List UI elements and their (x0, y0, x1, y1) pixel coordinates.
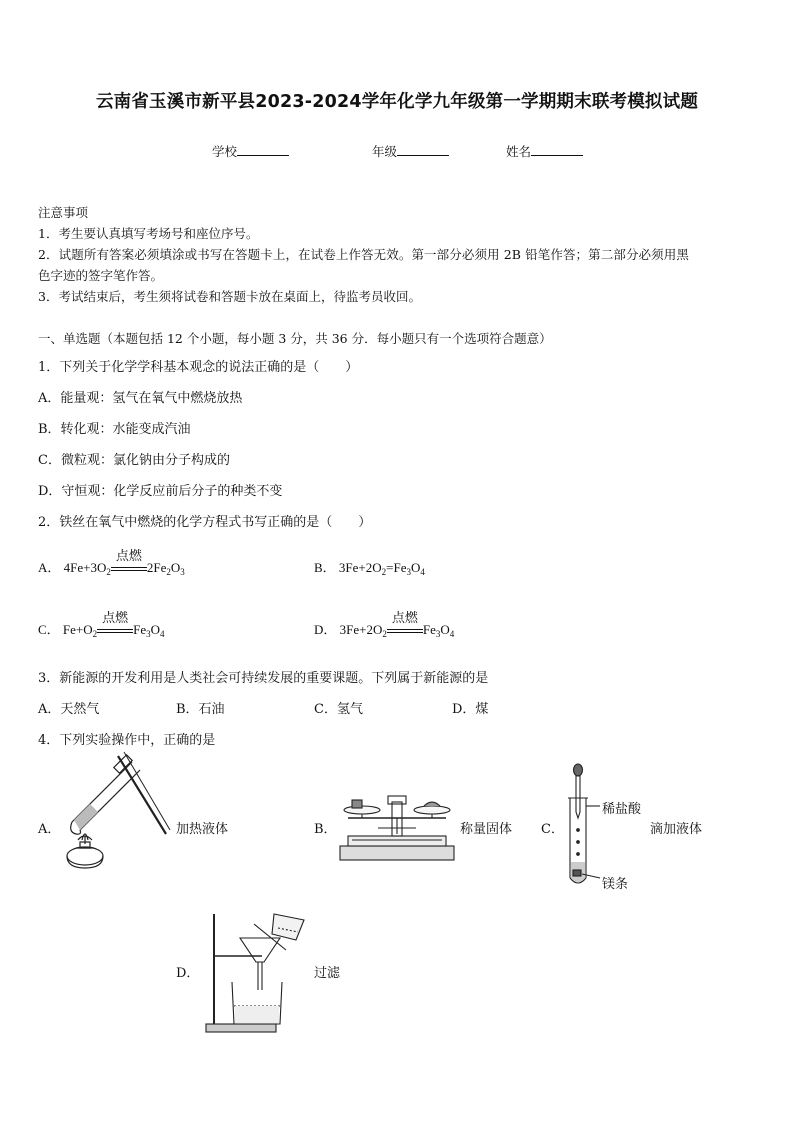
page-title: 云南省玉溪市新平县2023-2024学年化学九年级第一学期期末联考模拟试题 (95, 92, 699, 112)
dropper-figure (566, 762, 602, 890)
q4-option-b-label[interactable]: B． (314, 822, 337, 837)
q4-option-d-caption: 过滤 (314, 966, 341, 981)
grade-field (372, 142, 449, 160)
q3-option-d[interactable]: D．煤 (452, 702, 489, 717)
reaction-condition-arrow: 点燃 (97, 622, 133, 638)
q3-stem: 3．新能源的开发利用是人类社会可持续发展的重要课题。下列属于新能源的是 (38, 671, 489, 686)
grade-blank[interactable] (397, 143, 449, 156)
q1-option-d[interactable]: D．守恒观：化学反应前后分子的种类不变 (38, 484, 283, 499)
q2-option-b[interactable]: B． $3Fe+2O_2=Fe_3O_4$ (314, 560, 425, 577)
q1-option-c[interactable]: C．微粒观：氯化钠由分子构成的 (38, 453, 230, 468)
q1-stem: 1．下列关于化学学科基本观念的说法正确的是（ ） (38, 360, 359, 375)
q1-option-a[interactable]: A．能量观：氢气在氧气中燃烧放热 (38, 391, 243, 406)
q2-option-a[interactable]: A． $4Fe+3O_2$ 点燃 $2Fe_2O_3$ (38, 549, 185, 577)
q4-stem: 4．下列实验操作中，正确的是 (38, 733, 216, 748)
note-item: 色字迹的签字笔作答。 (38, 268, 164, 283)
q3-option-a[interactable]: A．天然气 (38, 702, 100, 717)
name-field (506, 142, 583, 160)
name-label: 姓名 (506, 144, 532, 159)
q2-option-d[interactable]: D． $3Fe+2O_2$ 点燃 $Fe_3O_4$ (314, 611, 455, 639)
q3-option-b[interactable]: B．石油 (176, 702, 225, 717)
filtration-figure (204, 910, 308, 1034)
note-item: 2．试题所有答案必须填涂或书写在答题卡上，在试卷上作答无效。第一部分必须用 2B 铅笔作答；第二部分必须用黑 (38, 247, 689, 262)
note-item: 3．考试结束后，考生须将试卷和答题卡放在桌面上，待监考员收回。 (38, 289, 421, 304)
notes-heading: 注意事项 (38, 205, 89, 220)
section-heading: 一、单选题（本题包括 12 个小题，每小题 3 分，共 36 分．每小题只有一个选项符合题意） (38, 331, 552, 346)
note-item: 1．考生要认真填写考场号和座位序号。 (38, 226, 259, 241)
q4-option-a-caption: 加热液体 (176, 822, 229, 837)
weighing-figure (338, 788, 456, 864)
q4-option-c-label[interactable]: C． (541, 822, 564, 837)
q2-stem: 2．铁丝在氧气中燃烧的化学方程式书写正确的是（ ） (38, 515, 372, 530)
q4-option-b-caption: 称量固体 (460, 822, 513, 837)
reaction-condition-arrow: 点燃 (111, 560, 147, 576)
heating-liquid-figure (62, 740, 172, 880)
school-field (212, 142, 289, 160)
q1-option-b[interactable]: B．转化观：水能变成汽油 (38, 422, 191, 437)
magnesium-strip-label: 镁条 (602, 877, 629, 892)
school-blank[interactable] (237, 143, 289, 156)
q4-option-c-caption: 滴加液体 (650, 822, 703, 837)
q4-option-d-label[interactable]: D． (176, 966, 200, 981)
q2-option-c[interactable]: C． $Fe+O_2$ 点燃 $Fe_3O_4$ (38, 611, 165, 639)
school-label: 学校 (212, 144, 238, 159)
grade-label: 年级 (372, 144, 398, 159)
q3-option-c[interactable]: C．氢气 (314, 702, 363, 717)
name-blank[interactable] (531, 143, 583, 156)
dropper-acid-label: 稀盐酸 (602, 802, 642, 817)
reaction-condition-arrow: 点燃 (387, 622, 423, 638)
q4-option-a-label[interactable]: A． (38, 822, 61, 837)
